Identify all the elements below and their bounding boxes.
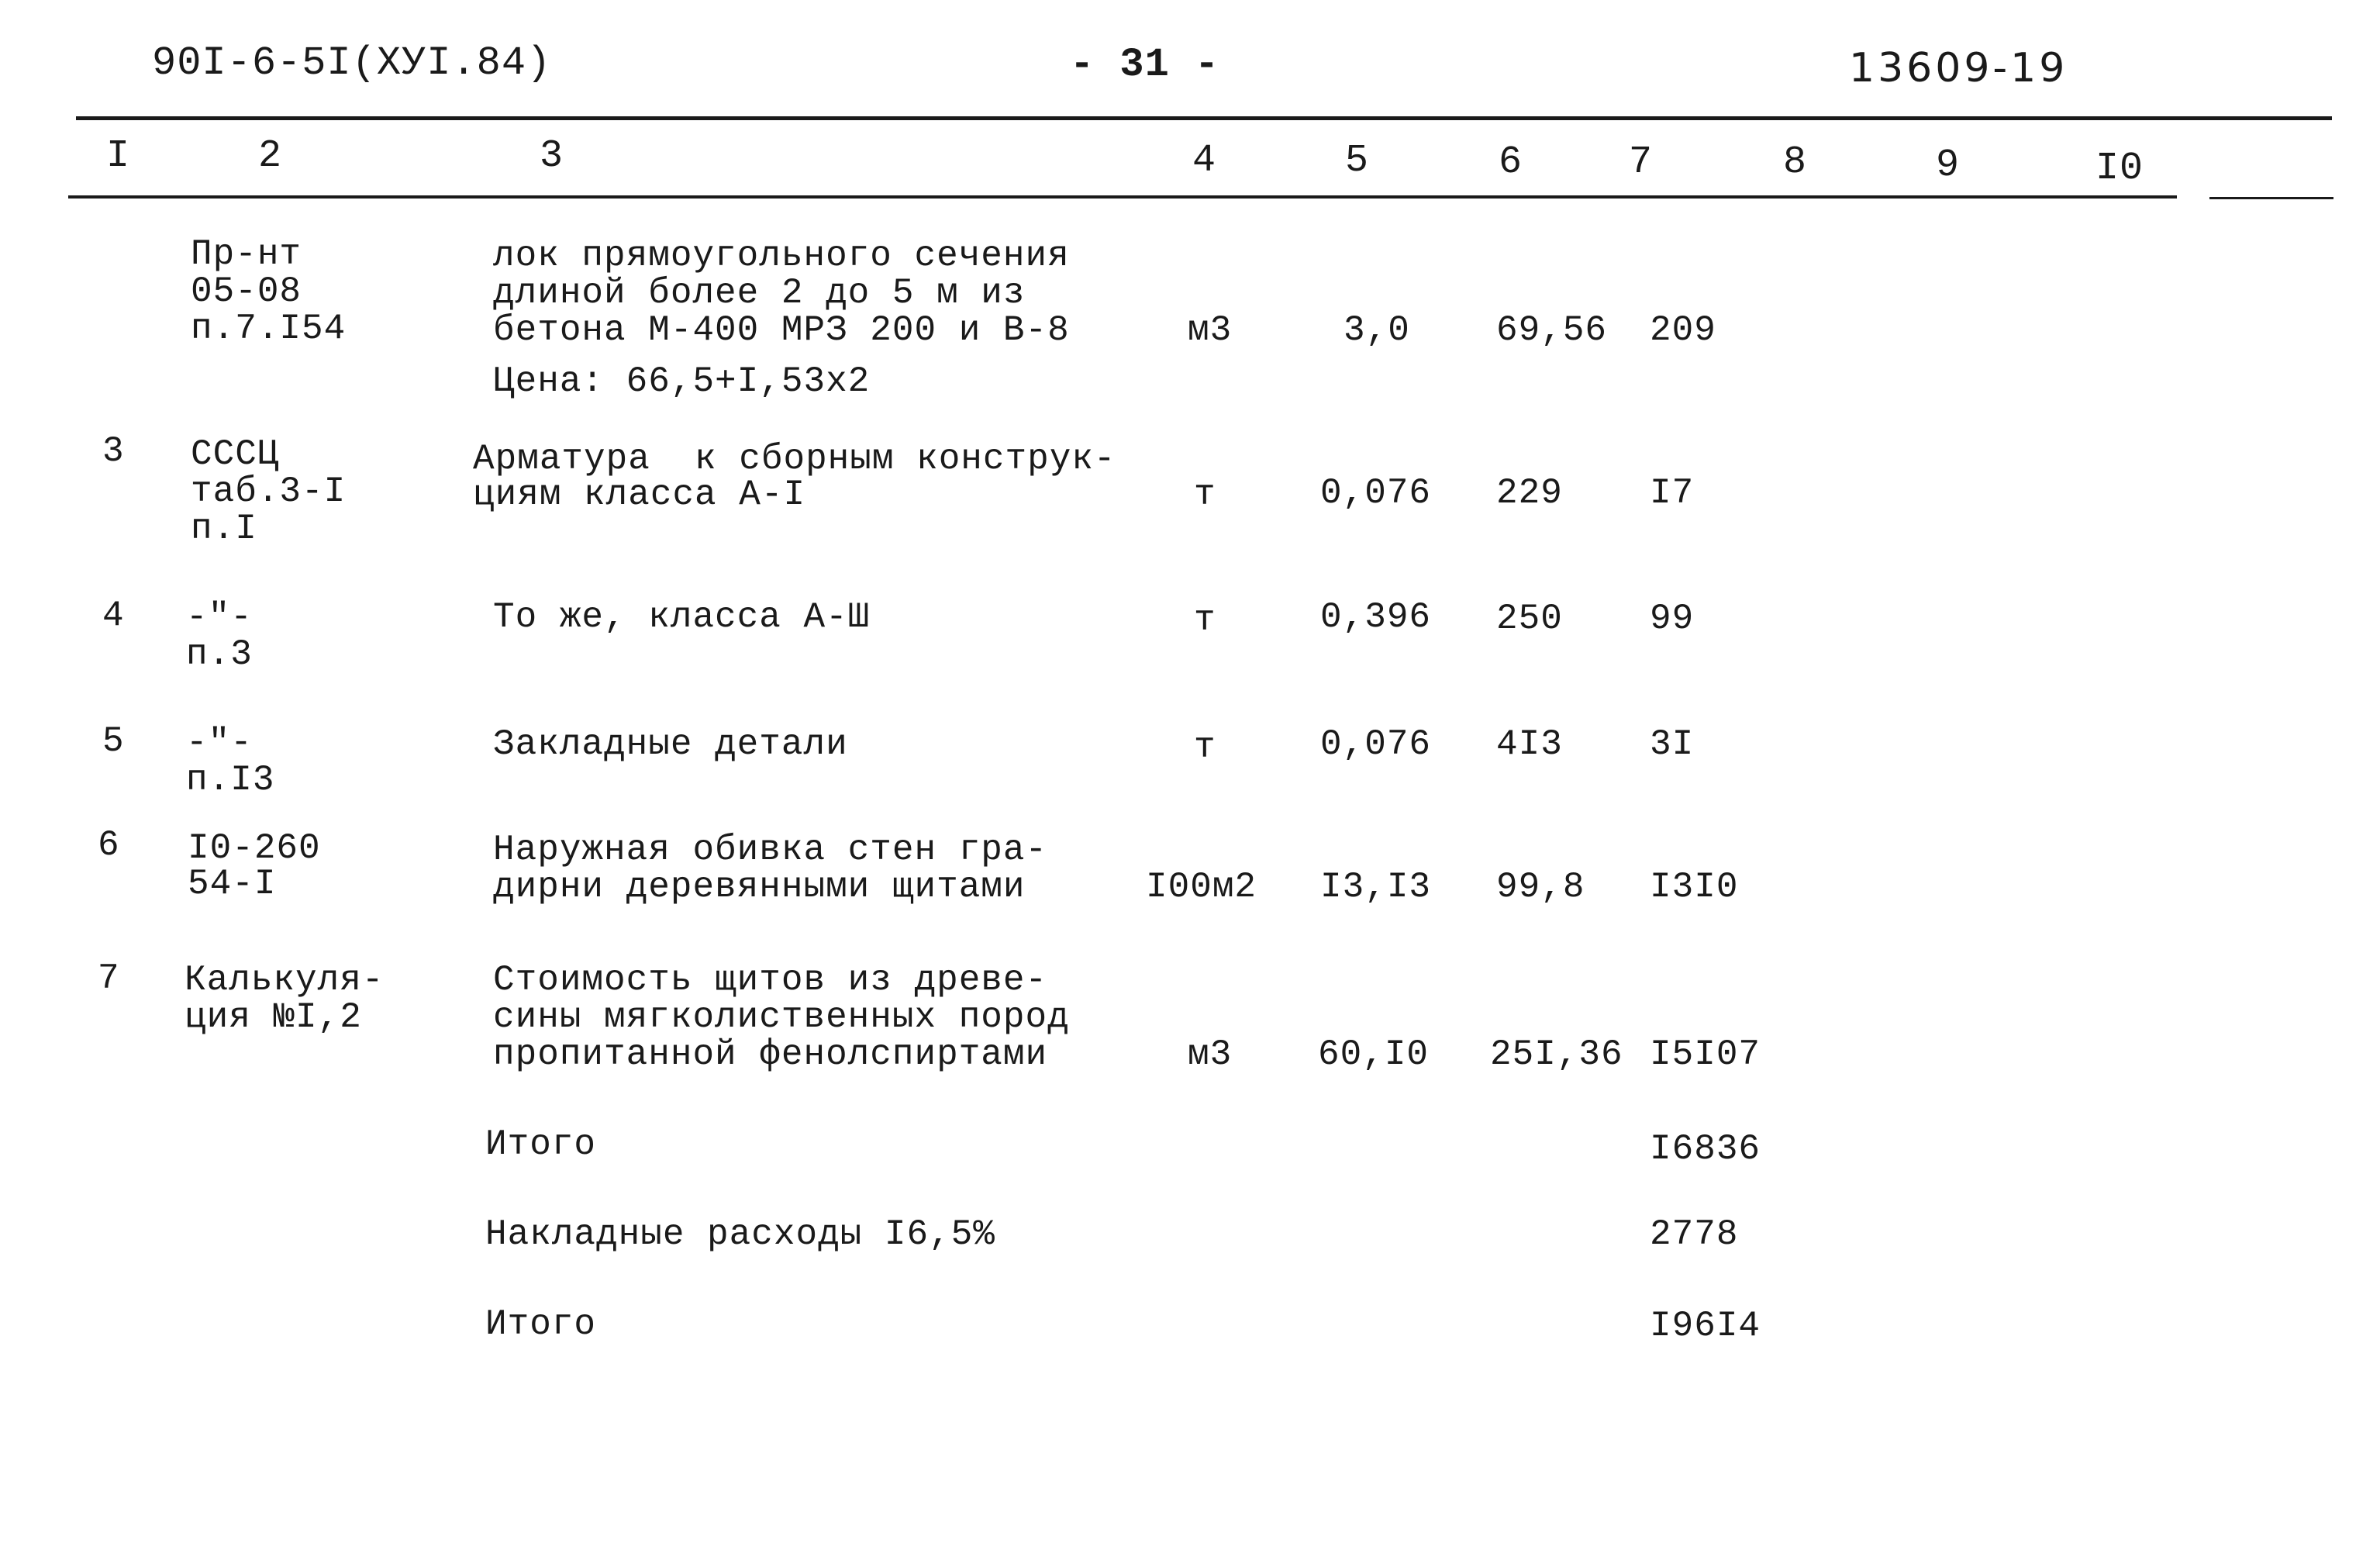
row-total: 3I	[1650, 724, 1695, 765]
row-description: Наружная обивка стен гра-	[493, 830, 1048, 870]
archive-number: 13609-19	[1849, 45, 2068, 91]
row-code: Калькуля-	[185, 960, 385, 1000]
row-total: I3I0	[1650, 867, 1739, 907]
column-header-5: 5	[1345, 139, 1370, 183]
row-number: 7	[98, 958, 120, 999]
row-unit-price: 229	[1496, 473, 1563, 513]
column-header-1: I	[106, 134, 131, 178]
row-code: п.3	[186, 634, 253, 675]
row-code: 54-I	[188, 864, 277, 904]
row-code: Пр-нт	[191, 234, 302, 274]
row-description: сины мягколиственных пород	[493, 997, 1070, 1037]
column-header-7: 7	[1629, 140, 1654, 185]
row-description: Закладные детали	[493, 724, 848, 765]
row-code: -"-	[186, 723, 253, 763]
column-header-6: 6	[1499, 140, 1523, 185]
row-description: Арматура к сборным конструк-	[473, 439, 1116, 479]
row-description: циям класса А-I	[473, 475, 806, 515]
row-number: 4	[102, 596, 125, 636]
row-code: 05-08	[191, 271, 302, 312]
row-description: длиной более 2 до 5 м из	[493, 273, 1026, 313]
summary-total: 2778	[1650, 1214, 1739, 1255]
row-total: I7	[1650, 473, 1695, 513]
row-code: I0-260	[188, 828, 321, 868]
summary-label: Итого	[485, 1304, 597, 1345]
column-header-2: 2	[258, 134, 283, 178]
row-quantity: 0,076	[1320, 724, 1432, 765]
row-description: Стоимость щитов из древе-	[493, 960, 1048, 1000]
row-description: бетона М-400 МРЗ 200 и В-8	[493, 310, 1070, 350]
row-total: 209	[1650, 310, 1716, 350]
row-unit: м3	[1188, 1034, 1233, 1075]
row-unit: т	[1194, 727, 1216, 768]
summary-total: I6836	[1650, 1129, 1761, 1169]
column-header-8: 8	[1783, 140, 1808, 185]
row-total: 99	[1650, 599, 1695, 639]
header-bottom-rule-tail	[2209, 197, 2333, 199]
summary-label: Накладные расходы I6,5%	[485, 1214, 995, 1255]
row-unit-price: 4I3	[1496, 724, 1563, 765]
row-code: -"-	[186, 597, 253, 637]
document-code: 90I-6-5I(XУI.84)	[152, 40, 552, 86]
row-description: лок прямоугольного сечения	[493, 236, 1070, 276]
row-quantity: 0,396	[1320, 597, 1432, 637]
row-code: таб.3-I	[191, 471, 347, 512]
row-number: 5	[102, 721, 125, 761]
row-number: 3	[102, 431, 125, 471]
column-header-4: 4	[1192, 139, 1217, 183]
top-rule	[76, 116, 2332, 120]
row-unit-price: 99,8	[1496, 867, 1585, 907]
row-unit: I00м2	[1146, 867, 1257, 907]
row-code: ция №I,2	[185, 997, 362, 1037]
column-header-3: 3	[540, 134, 564, 178]
row-code: п.7.I54	[191, 309, 347, 349]
row-unit: т	[1194, 600, 1216, 640]
row-total: I5I07	[1650, 1034, 1761, 1075]
row-code: СССЦ	[191, 434, 280, 475]
row-number: 6	[98, 825, 120, 865]
row-unit: т	[1194, 475, 1216, 515]
row-unit: м3	[1188, 310, 1233, 350]
row-description: дирни деревянными щитами	[493, 867, 1026, 907]
row-unit-price: 250	[1496, 599, 1563, 639]
row-unit-price: 69,56	[1496, 310, 1608, 350]
header-bottom-rule	[68, 195, 2177, 199]
summary-total: I96I4	[1650, 1306, 1761, 1346]
page-number: - 31 -	[1070, 42, 1220, 88]
row-unit-price: 25I,36	[1490, 1034, 1623, 1075]
row-code: п.I3	[186, 760, 275, 800]
row-quantity: I3,I3	[1320, 867, 1432, 907]
row-quantity: 60,I0	[1318, 1034, 1430, 1075]
row-price-note: Цена: 66,5+I,53x2	[493, 361, 871, 402]
row-quantity: 0,076	[1320, 473, 1432, 513]
row-description: пропитанной фенолспиртами	[493, 1034, 1048, 1075]
summary-label: Итого	[485, 1124, 597, 1165]
row-code: п.I	[191, 509, 257, 549]
column-header-9: 9	[1936, 143, 1961, 188]
row-description: То же, класса А-Ш	[493, 597, 871, 637]
row-quantity: 3,0	[1343, 310, 1410, 350]
column-header-10: I0	[2095, 147, 2144, 191]
